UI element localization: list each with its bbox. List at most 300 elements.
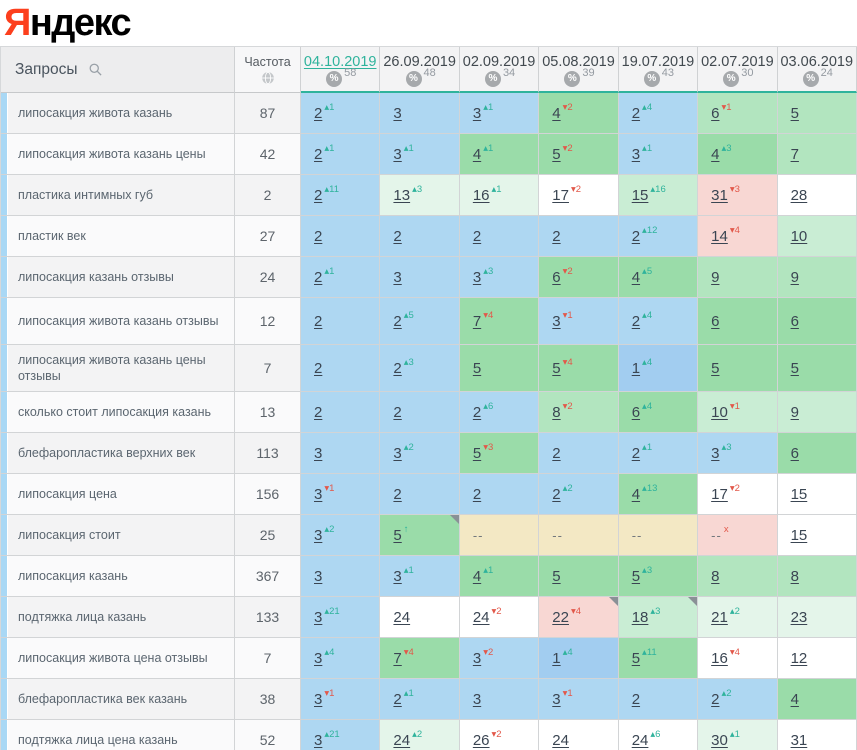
position-change: ▴1 [403,564,414,576]
position-value-link[interactable]: 2 [314,359,323,377]
position-value-link[interactable]: 3 [393,567,402,585]
positions-table [0,46,857,750]
position-value-link[interactable]: 4 [472,567,482,585]
frequency-value: 156 [255,486,280,502]
query-cell[interactable] [1,93,235,134]
position-cell [380,474,459,515]
position-value-link[interactable]: 9 [790,403,799,421]
position-value-link[interactable]: 23 [790,608,808,626]
position-value-link[interactable]: 3 [314,608,323,626]
position-value-link[interactable]: 24 [393,608,411,626]
frequency-value: 52 [259,732,276,748]
date-column-header [778,47,857,93]
position-cell [778,474,857,515]
position-value-link[interactable]: 14 [711,227,728,245]
position-change: x [723,523,729,535]
query-cell[interactable] [1,216,235,257]
position-cell [698,474,777,515]
date-column-header [619,47,698,93]
position-change: ▾3 [483,441,494,453]
table-row [1,515,857,556]
query-cell[interactable] [1,597,235,638]
position-change: ▾4 [729,224,740,236]
position-change: ▴1 [324,142,335,154]
position-value-link[interactable]: 31 [711,186,728,204]
query-text: липосакция живота казань цены отзывы [18,352,206,383]
position-value-link[interactable]: 17 [711,485,728,503]
query-cell[interactable] [1,474,235,515]
position-value-link[interactable]: 6 [552,268,561,286]
position-value-link[interactable]: 3 [393,104,402,122]
position-value-link[interactable]: 2 [631,312,641,330]
position-value-link[interactable]: 3 [314,444,323,462]
frequency-cell [235,257,301,298]
globe-icon [261,71,275,85]
table-row [1,216,857,257]
query-text: пластик век [18,228,86,243]
position-change: ▾1 [562,687,573,699]
position-change: ▴1 [483,142,494,154]
position-change: ▾1 [562,309,573,321]
row-select-strip [1,257,8,297]
position-value-link[interactable]: 2 [393,227,402,245]
position-change: ▴2 [729,605,740,617]
frequency-value: 25 [259,527,276,543]
position-value-link[interactable]: 15 [790,485,808,503]
position-value-link[interactable]: 2 [314,312,323,330]
note-corner-icon [688,597,697,606]
position-cell [539,298,618,345]
position-value-link[interactable]: 1 [552,649,561,667]
checked-count: 58 [344,66,357,79]
query-cell[interactable] [1,515,235,556]
position-change: ▾2 [562,101,573,113]
position-cell [539,257,618,298]
query-cell[interactable] [1,257,235,298]
position-cell [698,175,777,216]
row-select-strip [1,216,8,256]
query-text: липосакция стоит [18,527,121,542]
frequency-cell [235,556,301,597]
position-value-link[interactable]: 15 [631,186,649,204]
row-select-strip [1,175,8,215]
date-link[interactable]: 02.09.2019 [462,53,536,70]
position-value-link[interactable]: 5 [472,359,482,377]
position-cell [619,556,698,597]
table-body [1,93,857,750]
position-value-link[interactable]: 17 [552,186,569,204]
position-value-link[interactable]: 31 [790,731,808,749]
position-value-link[interactable]: 24 [631,731,649,749]
position-change: ▾2 [570,183,582,195]
position-value-link[interactable]: 2 [314,403,323,421]
position-value-link[interactable]: 24 [472,608,490,626]
frequency-cell [235,345,301,392]
frequency-cell [235,175,301,216]
date-column-header [301,47,380,93]
position-cell [778,679,857,720]
date-column-header [539,47,618,93]
position-cell [539,134,618,175]
position-cell [301,474,380,515]
position-value-link[interactable]: 2 [472,403,482,421]
checked-percent [644,66,675,87]
position-cell [380,298,459,345]
position-change: ▴2 [562,482,573,494]
position-value-link[interactable]: 6 [631,403,641,421]
position-cell [460,175,539,216]
search-icon[interactable] [88,62,103,77]
position-value-link[interactable]: 8 [552,403,561,421]
position-cell [619,679,698,720]
position-change: ▴4 [642,400,653,412]
position-value-link[interactable]: 3 [314,567,323,585]
position-value-link[interactable]: 18 [631,608,649,626]
position-value-link[interactable]: 7 [393,649,402,667]
checked-percent [564,66,595,87]
query-text: липосакция живота казань отзывы [18,313,219,328]
percent-icon: % [564,71,580,87]
frequency-value: 13 [259,404,276,420]
position-cell [619,392,698,433]
position-value-link[interactable]: 7 [790,145,799,163]
position-not-available: -- [711,527,722,543]
row-select-strip [1,474,8,514]
position-change: ▴1 [483,101,494,113]
table-header-row [1,47,857,93]
table-row [1,556,857,597]
position-value-link[interactable]: 2 [314,145,323,163]
position-value-link[interactable]: 4 [711,145,720,163]
position-value-link[interactable]: 2 [631,444,641,462]
position-value-link[interactable]: 2 [393,690,402,708]
row-select-strip [1,638,8,678]
position-value-link[interactable]: 2 [393,312,402,330]
position-value-link[interactable]: 2 [393,359,402,377]
position-cell [301,556,380,597]
position-change: ▴6 [483,400,494,412]
position-value-link[interactable]: 5 [631,567,641,585]
query-text: пластика интимных губ [18,187,154,202]
table-row [1,175,857,216]
position-value-link[interactable]: 2 [393,403,402,421]
position-change: ▴3 [721,441,732,453]
position-value-link[interactable]: 4 [552,104,561,122]
position-cell [698,345,777,392]
frequency-cell [235,474,301,515]
position-value-link[interactable]: 2 [314,104,323,122]
position-change: ▴1 [324,265,335,277]
position-cell [380,515,459,556]
queries-column-header [1,47,235,93]
position-cell [539,597,618,638]
position-cell [619,474,698,515]
position-change: ▴3 [403,356,414,368]
position-value-link[interactable]: 9 [790,268,799,286]
position-value-link[interactable]: 3 [393,268,402,286]
frequency-value: 113 [256,445,279,461]
date-link[interactable]: 19.07.2019 [621,53,695,70]
position-cell [778,345,857,392]
frequency-cell [235,93,301,134]
position-change: ▴1 [491,183,502,195]
table-row [1,679,857,720]
position-change: ▴4 [642,309,653,321]
position-value-link[interactable]: 3 [393,444,402,462]
position-cell [301,597,380,638]
position-value-link[interactable]: 22 [552,608,569,626]
position-cell [301,93,380,134]
position-cell [460,679,539,720]
position-cell [619,216,698,257]
position-value-link[interactable]: 2 [552,227,561,245]
position-change: ▾1 [324,482,335,494]
position-cell [460,345,539,392]
position-value-link[interactable]: 3 [631,145,641,163]
query-cell[interactable] [1,298,235,345]
position-change: ▴6 [650,728,661,740]
checked-percent [326,66,357,87]
position-cell [619,345,698,392]
position-value-link[interactable]: 2 [472,227,482,245]
position-value-link[interactable]: 2 [393,485,402,503]
position-cell [301,515,380,556]
position-value-link[interactable]: 5 [790,359,799,377]
position-value-link[interactable]: 2 [631,227,641,245]
position-value-link[interactable]: 6 [711,104,720,122]
position-value-link[interactable]: 2 [631,104,641,122]
position-cell [619,638,698,679]
position-cell [778,93,857,134]
query-cell[interactable] [1,175,235,216]
table-row [1,638,857,679]
frequency-cell [235,679,301,720]
position-cell [301,433,380,474]
position-value-link[interactable]: 3 [314,690,323,708]
frequency-cell [235,216,301,257]
position-cell [778,175,857,216]
position-cell [778,257,857,298]
position-change: ▴5 [642,265,653,277]
position-cell [539,515,618,556]
position-cell [460,134,539,175]
position-cell [380,433,459,474]
checked-percent [485,66,516,87]
position-value-link[interactable]: 8 [790,567,799,585]
position-value-link[interactable]: 4 [631,268,641,286]
position-value-link[interactable]: 5 [472,444,482,462]
position-value-link[interactable]: 5 [552,359,561,377]
position-cell [460,720,539,750]
query-text: сколько стоит липосакция казань [18,404,212,419]
table-row [1,257,857,298]
position-cell [539,433,618,474]
position-value-link[interactable]: 3 [472,104,482,122]
position-change: ▴1 [403,142,414,154]
position-value-link[interactable]: 4 [472,145,482,163]
position-value-link[interactable]: 2 [472,485,482,503]
position-value-link[interactable]: 7 [472,312,482,330]
position-value-link[interactable]: 3 [314,526,323,544]
row-select-strip [1,597,8,637]
query-cell[interactable] [1,556,235,597]
position-value-link[interactable]: 8 [711,567,720,585]
position-value-link[interactable]: 5 [552,567,561,585]
position-cell [698,392,777,433]
position-value-link[interactable]: 2 [711,690,720,708]
position-cell [380,175,459,216]
position-value-link[interactable]: 2 [552,485,561,503]
position-cell [539,175,618,216]
position-value-link[interactable]: 15 [790,526,808,544]
position-cell [460,597,539,638]
position-value-link[interactable]: 3 [314,485,323,503]
position-value-link[interactable]: 1 [631,359,641,377]
position-value-link[interactable]: 10 [790,227,808,245]
date-link[interactable]: 26.09.2019 [383,53,456,70]
position-cell [619,597,698,638]
frequency-header-label: Частота [244,54,291,69]
position-value-link[interactable]: 16 [711,649,728,667]
position-value-link[interactable]: 5 [393,526,402,544]
position-value-link[interactable]: 12 [790,649,808,667]
position-change: ▴2 [721,687,732,699]
position-change: ▴1 [324,101,335,113]
date-link[interactable]: 04.10.2019 [303,53,377,70]
position-value-link[interactable]: 28 [790,186,808,204]
frequency-value: 87 [259,105,276,121]
position-cell [698,257,777,298]
position-value-link[interactable]: 26 [472,731,490,749]
date-link[interactable]: 03.06.2019 [780,53,854,70]
position-value-link[interactable]: 2 [552,444,561,462]
position-value-link[interactable]: 2 [631,690,641,708]
position-cell [778,556,857,597]
position-change: ▾4 [729,646,740,658]
position-value-link[interactable]: 9 [711,268,720,286]
checked-count: 34 [502,66,516,79]
row-select-strip [1,93,8,133]
position-change: ↑ [403,523,409,535]
query-cell[interactable] [1,433,235,474]
position-value-link[interactable]: 13 [393,186,411,204]
position-cell [460,515,539,556]
position-value-link[interactable]: 3 [711,444,720,462]
position-value-link[interactable]: 10 [711,403,728,421]
queries-header-label: Запросы [15,60,78,78]
query-cell[interactable] [1,720,235,750]
position-cell [460,433,539,474]
position-cell [778,216,857,257]
position-value-link[interactable]: 3 [552,312,561,330]
frequency-value: 7 [263,360,272,376]
position-value-link[interactable]: 24 [552,731,569,749]
frequency-cell [235,638,301,679]
position-value-link[interactable]: 3 [393,145,402,163]
position-change: ▴4 [562,646,573,658]
position-cell [460,638,539,679]
position-value-link[interactable]: 30 [711,731,728,749]
yandex-logo[interactable] [0,0,857,46]
position-value-link[interactable]: 3 [472,649,482,667]
query-cell[interactable] [1,392,235,433]
row-select-strip [1,515,8,555]
row-select-strip [1,720,8,750]
position-value-link[interactable]: 3 [552,690,561,708]
position-change: ▴3 [721,142,732,154]
position-value-link[interactable]: 6 [790,444,799,462]
position-change: ▾2 [491,728,502,740]
position-change: ▴1 [642,441,653,453]
query-cell[interactable] [1,638,235,679]
query-text: липосакция цена [18,486,117,501]
position-cell [380,638,459,679]
position-cell [698,433,777,474]
table-row [1,345,857,392]
position-change: ▴16 [650,183,666,195]
position-value-link[interactable]: 5 [552,145,561,163]
position-value-link[interactable]: 21 [711,608,728,626]
position-cell [778,597,857,638]
percent-icon: % [723,71,739,87]
query-cell[interactable] [1,345,235,392]
position-value-link[interactable]: 3 [314,649,323,667]
position-cell [539,216,618,257]
position-change: ▾2 [483,646,494,658]
position-value-link[interactable]: 2 [314,186,323,204]
position-value-link[interactable]: 4 [790,690,799,708]
position-cell [380,556,459,597]
position-value-link[interactable]: 6 [711,312,720,330]
position-value-link[interactable]: 5 [631,649,641,667]
position-value-link[interactable]: 5 [711,359,720,377]
position-value-link[interactable]: 2 [314,227,323,245]
position-change: ▴4 [642,101,653,113]
query-cell[interactable] [1,679,235,720]
position-value-link[interactable]: 3 [314,731,323,749]
position-value-link[interactable]: 2 [314,268,323,286]
position-cell [301,298,380,345]
position-change: ▴2 [403,441,414,453]
position-value-link[interactable]: 4 [631,485,641,503]
position-cell [698,638,777,679]
position-value-link[interactable]: 3 [472,268,482,286]
position-value-link[interactable]: 6 [790,312,799,330]
position-cell [619,134,698,175]
position-cell [539,392,618,433]
query-cell[interactable] [1,134,235,175]
row-select-strip [1,433,8,473]
frequency-value: 27 [259,228,276,244]
query-text: подтяжка лица казань [18,609,147,624]
position-cell [460,392,539,433]
note-corner-icon [609,597,618,606]
position-value-link[interactable]: 3 [472,690,482,708]
position-change: ▴2 [412,728,423,740]
position-change: ▾4 [562,356,573,368]
position-value-link[interactable]: 5 [790,104,799,122]
position-cell [460,216,539,257]
frequency-value: 133 [255,609,280,625]
row-select-strip [1,556,8,596]
position-cell [380,216,459,257]
position-cell [380,392,459,433]
position-value-link[interactable]: 24 [393,731,411,749]
date-link[interactable]: 05.08.2019 [542,53,615,70]
position-value-link[interactable]: 16 [472,186,490,204]
position-change: ▴3 [650,605,661,617]
date-link[interactable]: 02.07.2019 [701,53,774,70]
